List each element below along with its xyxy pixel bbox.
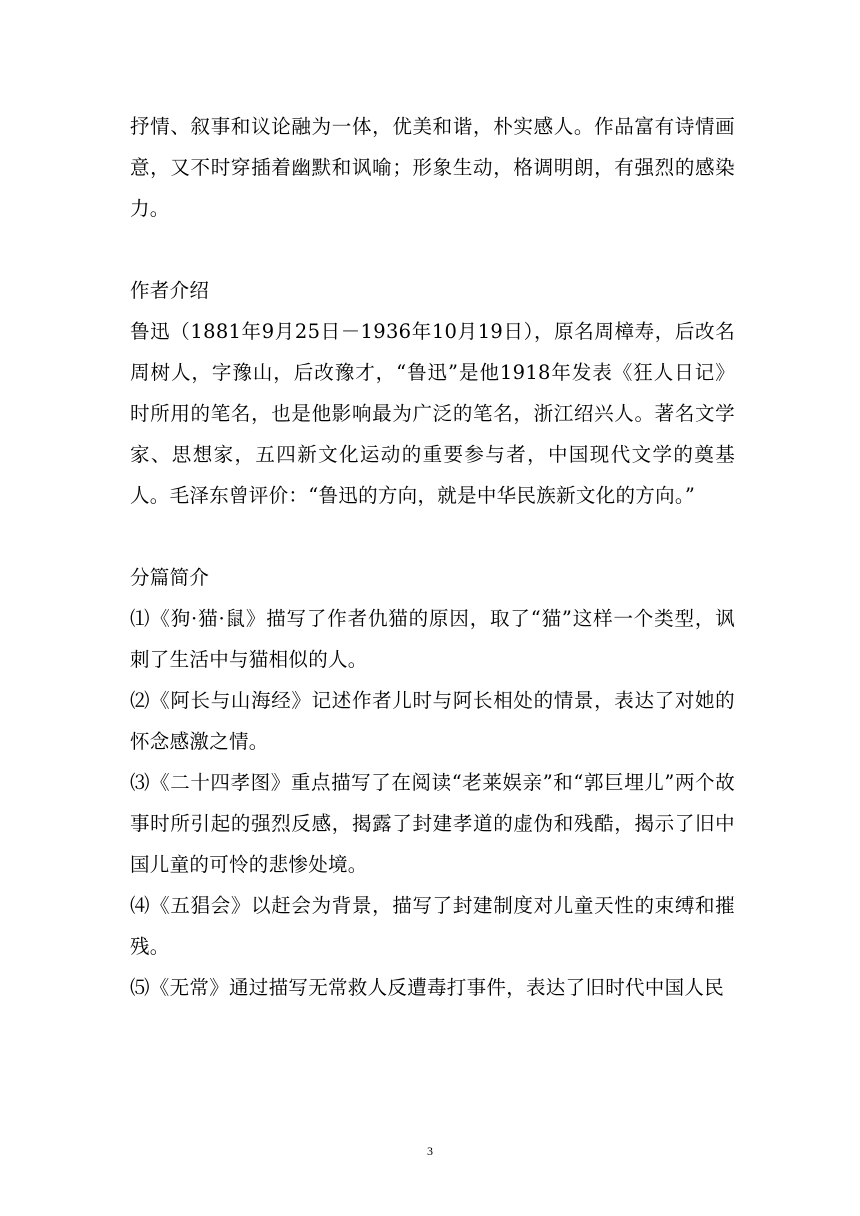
section-spacer <box>130 229 735 270</box>
chapters-section-heading: 分篇简介 <box>130 566 210 589</box>
intro-paragraph: 抒情、叙事和议论融为一体，优美和谐，朴实感人。作品富有诗情画意，又不时穿插着幽默和讽喻；形象生动，格调明朗，有强烈的感染力。 <box>130 115 735 220</box>
chapter-item-2: ⑵《阿长与山海经》记述作者儿时与阿长相处的情景，表达了对她的怀念感激之情。 <box>130 689 735 753</box>
page-number: 3 <box>427 1144 433 1158</box>
author-paragraph: 鲁迅（1881年9月25日－1936年10月19日），原名周樟寿，后改名周树人，字豫山，后改豫才，“鲁迅”是他1918年发表《狂人日记》时所用的笔名，也是他影响最为广泛的笔名，浙江绍兴人。著名文学家、思想家，五四新文化运动的重要参与者，中国现代文学的奠基人。毛泽东曾评价：“鲁迅的方向，就是中华民族新文化的方向。” <box>130 320 735 507</box>
section-spacer <box>130 516 735 557</box>
chapter-item-5: ⑸《无常》通过描写无常救人反遭毒打事件，表达了旧时代中国人民 <box>130 976 725 999</box>
page-content <box>130 106 735 1008</box>
chapter-item-3: ⑶《二十四孝图》重点描写了在阅读“老莱娱亲”和“郭巨埋儿”两个故事时所引起的强烈反感，揭露了封建孝道的虚伪和残酷，揭示了旧中国儿童的可怜的悲惨处境。 <box>130 771 735 876</box>
author-section-heading: 作者介绍 <box>130 279 210 302</box>
chapter-item-4: ⑷《五猖会》以赶会为背景，描写了封建制度对儿童天性的束缚和摧残。 <box>130 894 735 958</box>
chapter-item-1: ⑴《狗·猫·鼠》描写了作者仇猫的原因，取了“猫”这样一个类型，讽刺了生活中与猫相似的人。 <box>130 607 735 671</box>
